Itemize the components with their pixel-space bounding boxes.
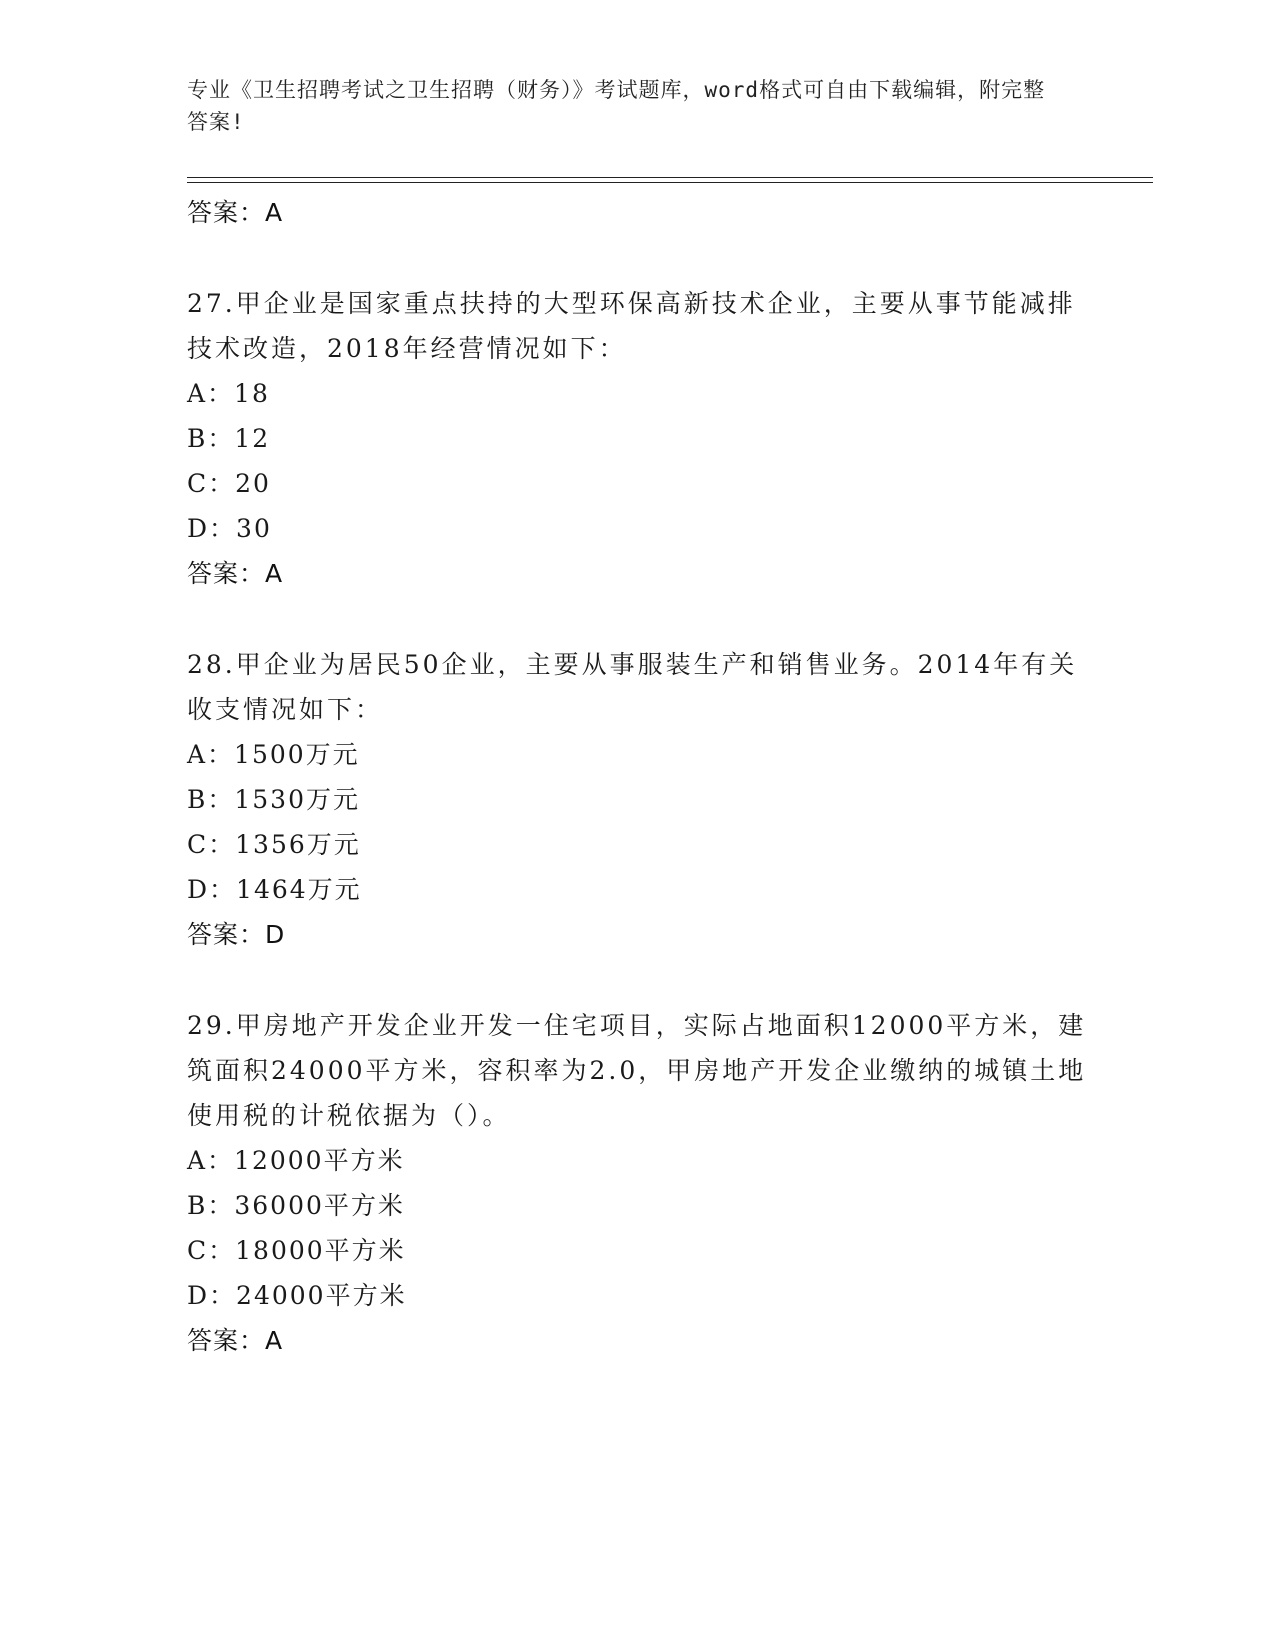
question-stem: 29.甲房地产开发企业开发一住宅项目，实际占地面积12000平方米，建筑面积24000平方米，容积率为2.0，甲房地产开发企业缴纳的城镇土地使用税的计税依据为（）。 [187,1011,1087,1130]
option-a: A：18 [187,379,270,408]
option-c: C：1356万元 [187,830,361,859]
option-c: C：18000平方米 [187,1236,406,1265]
option-d: D：30 [187,514,272,543]
option-b: B：12 [187,424,271,453]
option-c: C：20 [187,469,271,498]
spacer [187,596,1087,642]
option-b: B：1530万元 [187,785,360,814]
option-d: D：24000平方米 [187,1281,407,1310]
option-a: A：12000平方米 [187,1146,405,1175]
answer-line: 答案：A [187,198,284,227]
answer-line: 答案：A [187,559,284,588]
option-b: B：36000平方米 [187,1191,405,1220]
question-stem: 28.甲企业为居民50企业，主要从事服装生产和销售业务。2014年有关收支情况如下： [187,650,1078,724]
question-block-27 [187,281,1087,596]
question-block-28 [187,642,1087,957]
question-block-29 [187,1003,1087,1363]
spacer [187,235,1087,281]
question-stem: 27.甲企业是国家重点扶持的大型环保高新技术企业，主要从事节能减排技术改造，2018年经营情况如下： [187,289,1076,363]
option-a: A：1500万元 [187,740,360,769]
question-list [187,190,1087,1363]
page-header: 专业《卫生招聘考试之卫生招聘（财务）》考试题库，word格式可自由下载编辑，附完整答案! [187,78,1046,134]
spacer [187,957,1087,1003]
answer-line: 答案：A [187,1326,284,1355]
header-double-rule [187,177,1153,183]
option-d: D：1464万元 [187,875,362,904]
answer-line: 答案：D [187,920,286,949]
